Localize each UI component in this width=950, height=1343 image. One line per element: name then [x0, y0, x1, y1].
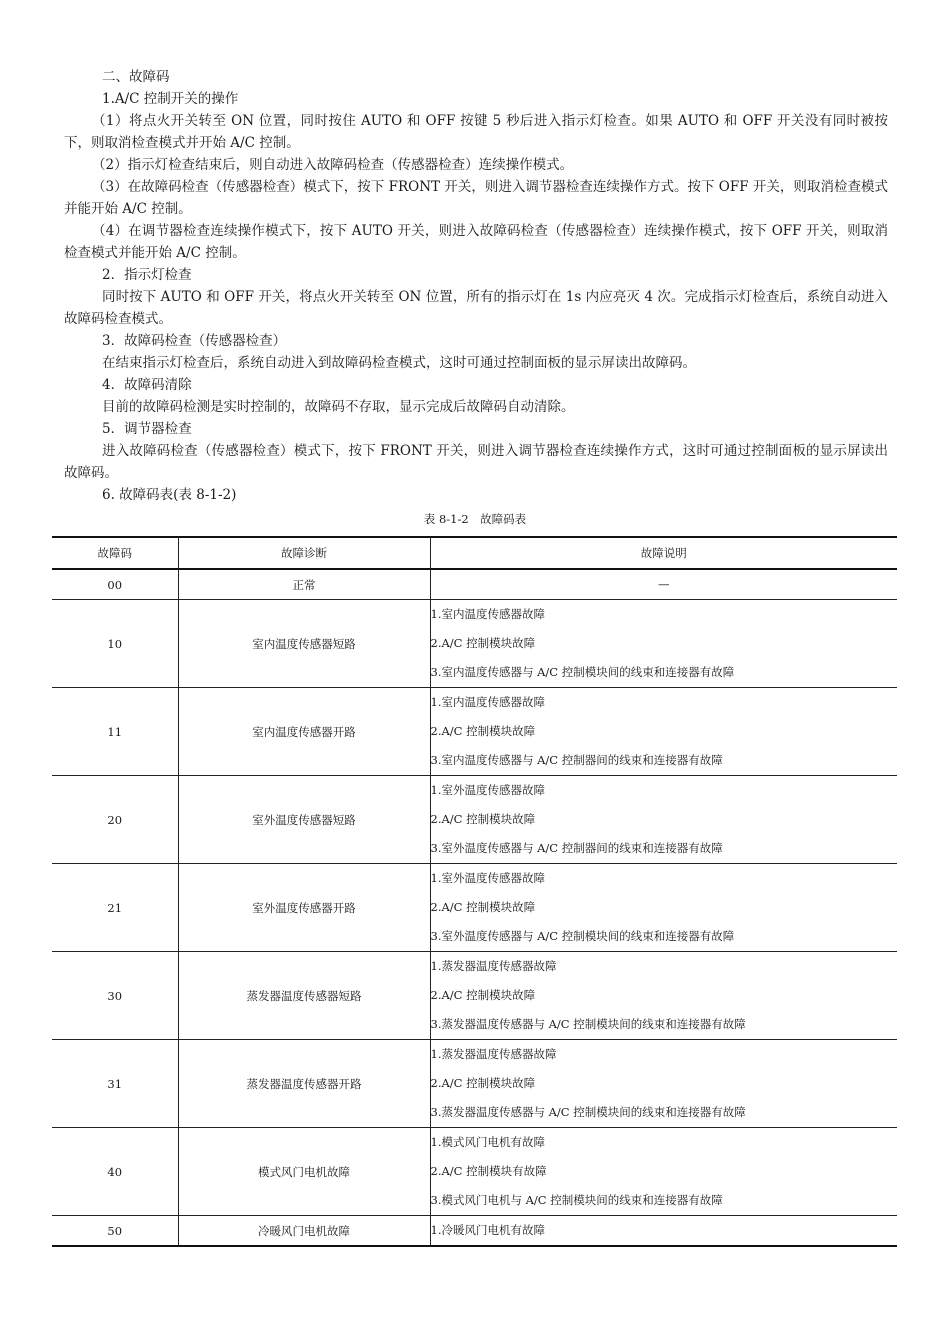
fault-note-line: 2.A/C 控制模块故障	[430, 636, 536, 650]
fault-code: 31	[52, 1040, 178, 1128]
fault-note-line: 1.室外温度传感器故障	[430, 871, 545, 885]
fault-note-line: 3.模式风门电机与 A/C 控制模块间的线束和连接器有故障	[430, 1193, 723, 1207]
fault-notes	[430, 569, 897, 600]
paragraph-step-3: （3）在故障码检查（传感器检查）模式下，按下 FRONT 开关，则进入调节器检查连续操作方式。按下 OFF 开关，则取消检查模式并能开始 A/C 控制。	[64, 179, 888, 217]
table-row	[52, 1040, 897, 1128]
fault-note-line: 2.A/C 控制模块故障	[430, 1076, 536, 1090]
fault-notes	[430, 952, 897, 1040]
fault-diagnosis: 室外温度传感器短路	[178, 776, 430, 864]
fault-note-line: 3.室外温度传感器与 A/C 控制模块间的线束和连接器有故障	[430, 929, 735, 943]
fault-note-line: 2.A/C 控制模块故障	[430, 812, 536, 826]
paragraph-indicator-check: 同时按下 AUTO 和 OFF 开关，将点火开关转至 ON 位置，所有的指示灯在 1s 内应亮灭 4 次。完成指示灯检查后，系统自动进入故障码检查模式。	[64, 289, 888, 327]
table-row	[52, 569, 897, 600]
fault-code-table	[52, 536, 897, 1247]
table-row	[52, 776, 897, 864]
fault-note-line: 2.A/C 控制模块故障	[430, 988, 536, 1002]
fault-note-line: 1.室外温度传感器故障	[430, 783, 545, 797]
table-row	[52, 864, 897, 952]
section-heading: 二、故障码	[102, 69, 170, 85]
fault-code: 40	[52, 1128, 178, 1216]
paragraph-step-2: （2）指示灯检查结束后，则自动进入故障码检查（传感器检查）连续操作模式。	[92, 157, 574, 173]
subheading-regulator-check: 5．调节器检查	[102, 421, 192, 437]
paragraph-code-check: 在结束指示灯检查后，系统自动进入到故障码检查模式，这时可通过控制面板的显示屏读出故障码。	[102, 355, 696, 371]
fault-note-line: 2.A/C 控制模块故障	[430, 724, 536, 738]
fault-diagnosis: 正常	[178, 569, 430, 600]
table-row	[52, 688, 897, 776]
document-body	[64, 66, 888, 506]
fault-code: 30	[52, 952, 178, 1040]
header-diagnosis: 故障诊断	[178, 537, 430, 569]
fault-diagnosis: 蒸发器温度传感器开路	[178, 1040, 430, 1128]
fault-diagnosis: 蒸发器温度传感器短路	[178, 952, 430, 1040]
fault-note-line: 1.室内温度传感器故障	[430, 607, 545, 621]
paragraph-code-clear: 目前的故障码检测是实时控制的，故障码不存取，显示完成后故障码自动清除。	[102, 399, 575, 415]
header-code: 故障码	[52, 537, 178, 569]
header-notes: 故障说明	[430, 537, 897, 569]
fault-code: 20	[52, 776, 178, 864]
fault-diagnosis: 室内温度传感器开路	[178, 688, 430, 776]
fault-code: 10	[52, 600, 178, 688]
fault-note-line: 3.蒸发器温度传感器与 A/C 控制模块间的线束和连接器有故障	[430, 1017, 746, 1031]
fault-notes	[430, 600, 897, 688]
fault-note-line: 1.蒸发器温度传感器故障	[430, 959, 557, 973]
subheading-code-check: 3．故障码检查（传感器检查）	[102, 333, 287, 349]
fault-code: 00	[52, 569, 178, 600]
subheading-code-table: 6. 故障码表(表 8-1-2)	[102, 487, 237, 503]
fault-note-line: —	[658, 577, 670, 591]
table-row	[52, 1128, 897, 1216]
fault-note-line: 3.室内温度传感器与 A/C 控制器间的线束和连接器有故障	[430, 753, 723, 767]
fault-diagnosis: 冷暖风门电机故障	[178, 1216, 430, 1247]
fault-notes	[430, 1216, 897, 1247]
fault-notes	[430, 1128, 897, 1216]
subheading-ac-switch: 1.A/C 控制开关的操作	[102, 91, 239, 107]
fault-code: 21	[52, 864, 178, 952]
fault-diagnosis: 模式风门电机故障	[178, 1128, 430, 1216]
fault-notes	[430, 864, 897, 952]
fault-diagnosis: 室内温度传感器短路	[178, 600, 430, 688]
table-row	[52, 600, 897, 688]
fault-note-line: 1.室内温度传感器故障	[430, 695, 545, 709]
paragraph-step-4: （4）在调节器检查连续操作模式下，按下 AUTO 开关，则进入故障码检查（传感器检查）连续操作模式，按下 OFF 开关，则取消检查模式并能开始 A/C 控制。	[64, 223, 888, 261]
fault-diagnosis: 室外温度传感器开路	[178, 864, 430, 952]
fault-note-line: 1.模式风门电机有故障	[430, 1135, 545, 1149]
fault-code: 11	[52, 688, 178, 776]
fault-note-line: 2.A/C 控制模块有故障	[430, 1164, 547, 1178]
paragraph-regulator-check: 进入故障码检查（传感器检查）模式下，按下 FRONT 开关，则进入调节器检查连续操作方式，这时可通过控制面板的显示屏读出故障码。	[64, 443, 888, 481]
subheading-code-clear: 4．故障码清除	[102, 377, 192, 393]
fault-note-line: 3.蒸发器温度传感器与 A/C 控制模块间的线束和连接器有故障	[430, 1105, 746, 1119]
table-row	[52, 952, 897, 1040]
fault-notes	[430, 688, 897, 776]
fault-notes	[430, 1040, 897, 1128]
subheading-indicator-check: 2．指示灯检查	[102, 267, 192, 283]
fault-notes	[430, 776, 897, 864]
fault-note-line: 1.冷暖风门电机有故障	[430, 1223, 545, 1237]
fault-note-line: 3.室内温度传感器与 A/C 控制模块间的线束和连接器有故障	[430, 665, 735, 679]
fault-note-line: 2.A/C 控制模块故障	[430, 900, 536, 914]
fault-note-line: 1.蒸发器温度传感器故障	[430, 1047, 557, 1061]
fault-code: 50	[52, 1216, 178, 1247]
table-caption: 表 8-1-2 故障码表	[423, 512, 527, 526]
table-row	[52, 1216, 897, 1247]
fault-note-line: 3.室外温度传感器与 A/C 控制器间的线束和连接器有故障	[430, 841, 723, 855]
paragraph-step-1: （1）将点火开关转至 ON 位置，同时按住 AUTO 和 OFF 按键 5 秒后进入指示灯检查。如果 AUTO 和 OFF 开关没有同时被按下，则取消检查模式并开始 A/C 控制。	[64, 113, 888, 151]
table-header-row	[52, 537, 897, 569]
